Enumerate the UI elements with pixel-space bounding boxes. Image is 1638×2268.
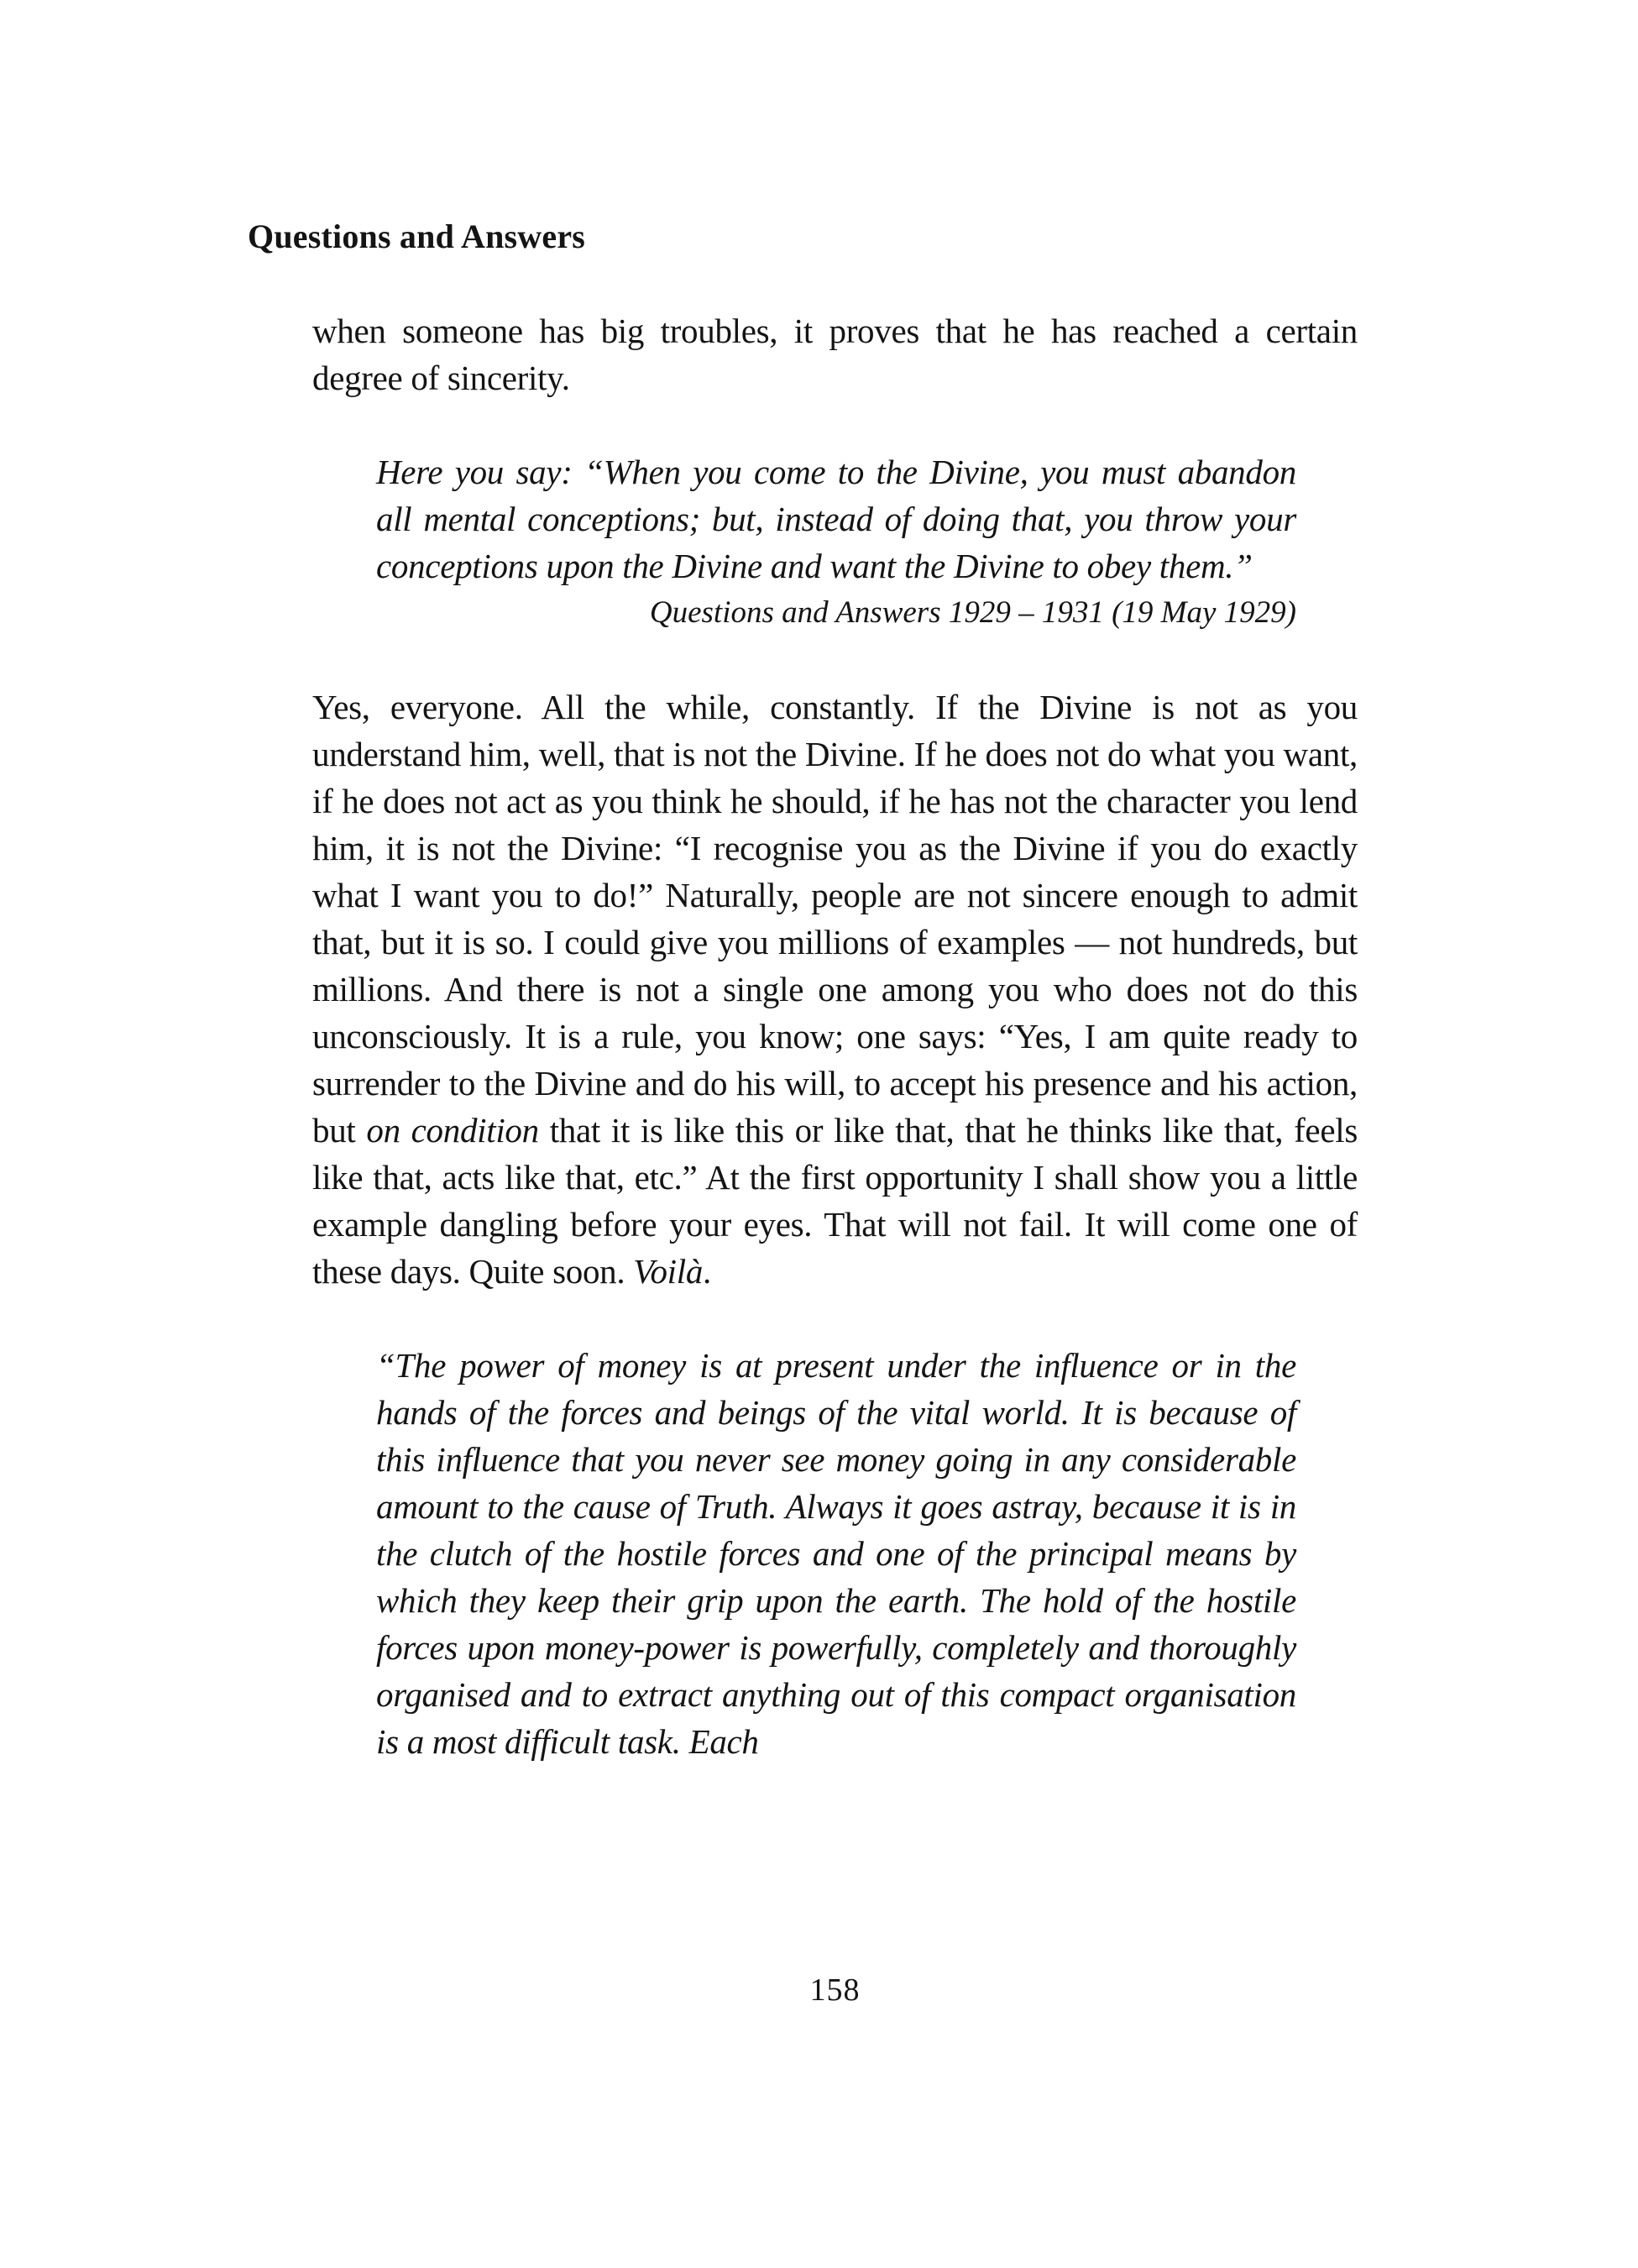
answer-italic-voila: Voilà	[633, 1252, 704, 1291]
answer-text-segment-3: .	[703, 1252, 711, 1291]
page-number: 158	[809, 1972, 861, 2008]
running-header: Questions and Answers	[248, 217, 586, 255]
answer-paragraph	[312, 684, 1358, 1295]
quote-attribution: Questions and Answers 1929 – 1931 (19 May 1929)	[649, 595, 1296, 630]
answer-text-segment-1: Yes, everyone. All the while, constantly. If the Divine is not as you understand him, well, that is not the Divine. If he does not do what you want, if he does not act as you think he should, if he has not the character you lend him, it is not the Divine: “I recognise you as the Divine if you do exactly what I want you to do!” Naturally, people are not sincere enough to admit that, but it is so. I could give you millions of examples — not hundreds, but millions. And there is not a single one among you who does not do this unconsciously. It is a rule, you know; one says: “Yes, I am quite ready to surrender to the Divine and do his will, to accept his presence and his action, but	[312, 688, 1358, 1150]
answer-text-segment-2: that it is like this or like that, that he thinks like that, feels like that, acts like that, etc.” At the first opportunity I shall show you a little example dangling before your eyes. That will not fail. It will come one of these days. Quite soon.	[312, 1111, 1358, 1291]
answer-italic-on-condition: on condition	[366, 1111, 539, 1150]
opening-paragraph: when someone has big troubles, it proves that he has reached a certain degree of sincerity.	[312, 312, 1358, 397]
question-quote-block	[376, 448, 1296, 636]
money-quote-text: “The power of money is at present under the influence or in the hands of the forces and beings of the vital world. It is because of this influence that you never see money going in any considerable amount to the cause of Truth. Always it goes astray, because it is in the clutch of the hostile forces and one of the principal means by which they keep their grip upon the earth. The hold of the hostile forces upon money-power is powerfully, completely and thoroughly organised and to extract anything out of this compact organisation is a most difficult task. Each	[376, 1346, 1296, 1761]
question-quote-text: Here you say: “When you come to the Divine, you must abandon all mental conceptions; but, instead of doing that, you throw your conceptions upon the Divine and want the Divine to obey them.”	[376, 453, 1296, 585]
text-block	[312, 307, 1358, 1765]
money-quote-block	[376, 1342, 1296, 1765]
